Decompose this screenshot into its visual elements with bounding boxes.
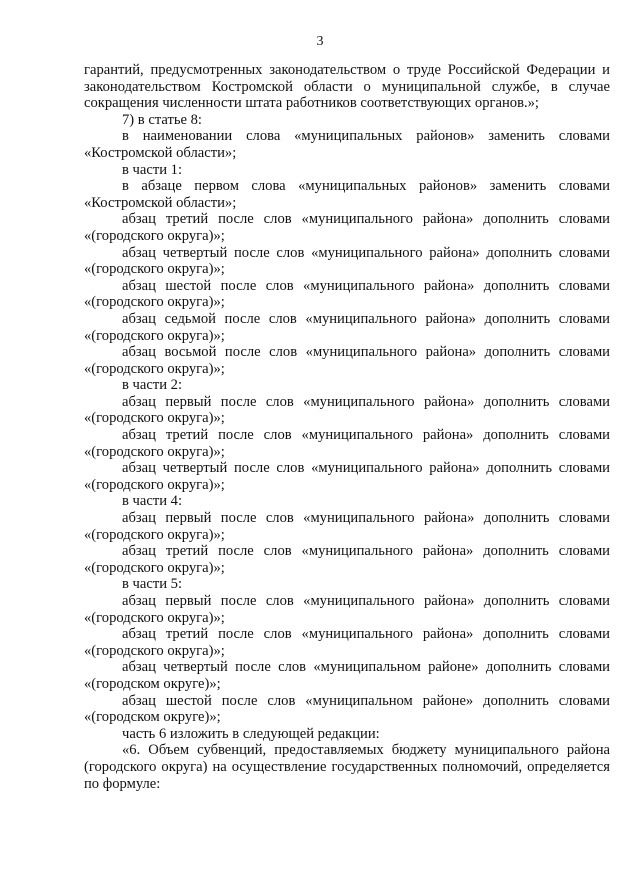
paragraph: абзац первый после слов «муниципального района» дополнить словами «(городского округа)»; — [84, 510, 610, 543]
paragraph: абзац шестой после слов «муниципального района» дополнить словами «(городского округа)»; — [84, 277, 610, 311]
paragraph: в наименовании слова «муниципальных районов» заменить словами «Костромской области»; — [84, 128, 610, 161]
page-number: 3 — [316, 34, 324, 49]
paragraph: абзац четвертый после слов «муниципального района» дополнить словами «(городского округа)»; — [84, 244, 610, 278]
paragraph: в абзаце первом слова «муниципальных районов» заменить словами «Костромской области»; — [84, 178, 610, 211]
paragraph: в части 4: — [122, 493, 183, 510]
paragraph: абзац четвертый после слов «муниципального района» дополнить словами «(городского округа)»; — [84, 460, 610, 493]
paragraph: абзац четвертый после слов «муниципальном районе» дополнить словами «(городском округе)»; — [84, 659, 610, 692]
paragraph: гарантий, предусмотренных законодательством о труде Российской Федерации и законодательством Костромской области о муниципальной службе, в случае сокращения численности штата работников соответствующих органов.»; — [84, 62, 610, 112]
paragraph: абзац восьмой после слов «муниципального района» дополнить словами «(городского округа)»; — [84, 344, 610, 377]
paragraph: часть 6 изложить в следующей редакции: — [122, 725, 380, 742]
paragraph: 7) в статье 8: — [122, 111, 202, 128]
paragraph: абзац седьмой после слов «муниципального района» дополнить словами «(городского округа)»; — [84, 310, 610, 344]
paragraph: в части 5: — [122, 576, 183, 593]
document-body — [84, 62, 610, 792]
paragraph: абзац первый после слов «муниципального района» дополнить словами «(городского округа)»; — [84, 593, 610, 626]
paragraph: «6. Объем субвенций, предоставляемых бюджету муниципального района (городского округа) на осуществление государственных полномочий, определяется по формуле: — [84, 742, 610, 792]
paragraph: абзац шестой после слов «муниципальном районе» дополнить словами «(городском округе)»; — [84, 692, 610, 726]
paragraph: абзац третий после слов «муниципального района» дополнить словами «(городского округа)»; — [84, 543, 610, 576]
paragraph: абзац первый после слов «муниципального района» дополнить словами «(городского округа)»; — [84, 393, 610, 427]
paragraph: абзац третий после слов «муниципального района» дополнить словами «(городского округа)»; — [84, 626, 610, 659]
paragraph: в части 2: — [122, 377, 183, 394]
paragraph: в части 1: — [122, 161, 183, 178]
paragraph: абзац третий после слов «муниципального района» дополнить словами «(городского округа)»; — [84, 427, 610, 460]
paragraph: абзац третий после слов «муниципального района» дополнить словами «(городского округа)»; — [84, 211, 610, 244]
